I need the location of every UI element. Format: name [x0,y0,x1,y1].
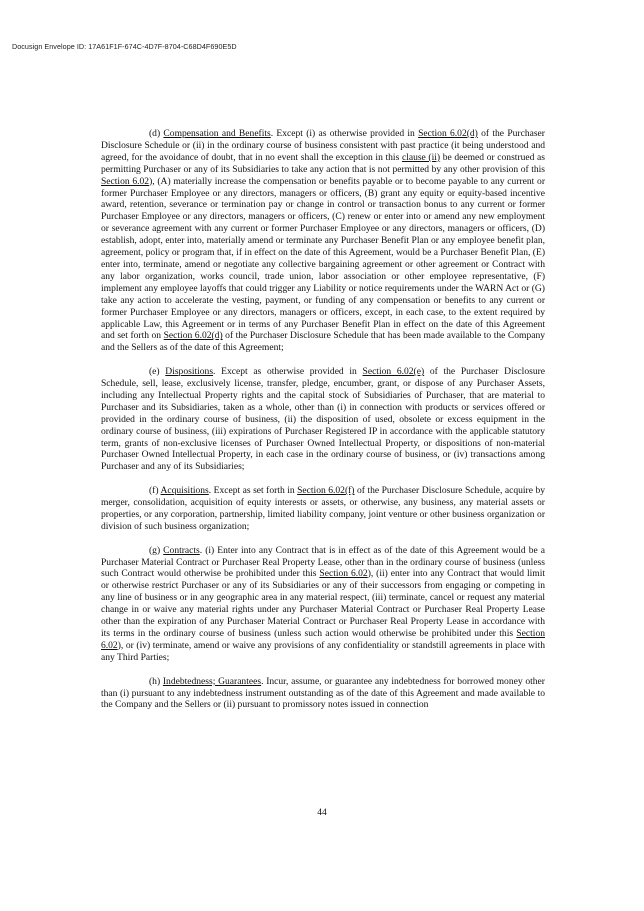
paragraph-text: (d) [149,128,164,139]
section-e-dispositions [101,366,545,473]
section-f-acquisitions [101,485,545,533]
underlined-reference: Compensation and Benefits [163,128,271,139]
underlined-reference: Acquisitions [160,485,209,497]
page-number: 44 [317,808,327,818]
paragraph-text: . Except as set forth in [208,485,298,497]
paragraph-text: (g) [149,544,164,556]
section-h-indebtedness-guarantees [101,676,545,712]
underlined-reference: Contracts [163,544,200,556]
paragraph-text: of the Purchaser Disclosure Schedule, sell, lease, exclusively license, transfer, pledge, encumber, grant, or dispose of any Purchaser Assets, including any Intellectual Property rights and the capital stock of Subsidiaries of Purchaser, that are material to Purchaser and its Subsidiaries, taken as a whole, other than (i) in connection with products or services offered or provided in the ordinary course of business, (ii) the disposition of used, obsolete or excess equipment in the ordinary course of business, (iii) expirations of Purchaser Registered IP in accordance with the applicable statutory term, grants of non-exclusive licenses of Purchaser Owned Intellectual Property, or dispositions of non-material Purchaser Owned Intellectual Property, in each case in the ordinary course of business, or (iv) transactions among Purchaser and any of its Subsidiaries; [101,366,546,473]
paragraph-text: of the Purchaser Disclosure Schedule or (ii) in the ordinary course of business consistent with past practice (it being understood and agreed, for the avoidance of doubt, that in no event shall the exception in this [101,128,545,163]
underlined-reference: Section 6.02(e) [362,366,425,378]
underlined-reference: Section 6.02 [319,568,368,580]
underlined-reference: clause (ii) [401,151,441,163]
underlined-reference: Indebtedness; Guarantees [162,675,262,687]
paragraph-text: ), (A) materially increase the compensation or benefits payable or to become payable to any current or former Purchaser Employee or any directors, managers or officers, (B) grant any equity or equity-based incentive award, retention, severance or termination pay or change in control or transaction bonus to any current or former Purchaser Employee or any directors, managers or officers, (C) renew or enter into or amend any new employment or severance agreement with any current or former Purchaser Employee or any directors, managers or officers, (D) establish, adopt, enter into, materially amend or terminate any Purchaser Benefit Plan or any employee benefit plan, agreement, policy or program that, if in effect on the date of this Agreement, would be a Purchaser Benefit Plan, (E) enter into, terminate, amend or negotiate any collective bargaining agreement or other agreement or Contract with any labor organization, works council, trade union, labor association or other employee representative, (F) implement any employee layoffs that could trigger any Liability or notice requirements under the WARN Act or (G) take any action to accelerate the vesting, payment, or funding of any compensation or benefits to any current or former Purchaser Employee or any directors, managers or officers, except, in each case, to the extent required by applicable Law, this Agreement or in terms of any Purchaser Benefit Plan in effect on the date of this Agreement and set forth on [101,175,546,342]
underlined-reference: Section 6.02(f) [297,485,355,497]
document-body [101,128,545,723]
paragraph-text: ), (ii) enter into any Contract that would limit or otherwise restrict Purchaser or any of its Subsidiaries or any of their successors from engaging or competing in any line of business or in any geographic area in any material respect, (iii) terminate, cancel or request any material change in or waive any material rights under any Purchaser Material Contract or Purchaser Real Property Lease other than the expiration of any Purchaser Material Contract or Purchaser Real Property Lease in accordance with its terms in the ordinary course of business (unless such action would otherwise be prohibited under this [101,568,546,640]
paragraph-text: (f) [149,485,161,497]
section-d-compensation-and-benefits [101,128,545,354]
paragraph-text: be deemed or construed as permitting Purchaser or any of its Subsidiaries to take any action that is not permitted by any other provision of this [101,151,545,175]
underlined-reference: Dispositions [165,366,214,378]
underlined-reference: Section 6.02 [101,628,545,651]
paragraph-text: of the Purchaser Disclosure Schedule, acquire by merger, consolidation, acquisition of equity interests or assets, or otherwise, any business, any material assets or properties, or any corporation, partnership, limited liability company, joint venture or other business organization or division of such business organization; [101,485,545,532]
envelope-id-header: Docusign Envelope ID: 17A61F1F-674C-4D7F-8704-C68D4F690E5D [12,42,237,51]
underlined-reference: Section 6.02(d) [418,128,478,139]
underlined-reference: Section 6.02 [101,175,150,187]
paragraph-text: . Except as otherwise provided in [213,366,363,378]
section-g-contracts [101,545,545,664]
paragraph-text: (e) [149,366,166,378]
underlined-reference: Section 6.02(d) [163,330,223,342]
paragraph-text: . Incur, assume, or guarantee any indebtedness for borrowed money other than (i) pursuant to any indebtedness instrument outstanding as of the date of this Agreement and made available to the Company and the Sellers or (ii) pursuant to promissory notes issued in connection [101,675,545,711]
paragraph-text: of the Purchaser Disclosure Schedule that has been made available to the Company and the Sellers as of the date of this Agreement; [101,330,546,354]
paragraph-text: ), or (iv) terminate, amend or waive any provisions of any confidentiality or standstill agreements in place with any Third Parties; [101,639,545,663]
paragraph-text: . (i) Enter into any Contract that is in effect as of the date of this Agreement would be a Purchaser Material Contract or Purchaser Real Property Lease, other than in the ordinary course of business (unless such Contract would otherwise be prohibited under this [101,544,545,580]
paragraph-text: (h) [149,675,163,687]
paragraph-text: . Except (i) as otherwise provided in [270,128,419,139]
